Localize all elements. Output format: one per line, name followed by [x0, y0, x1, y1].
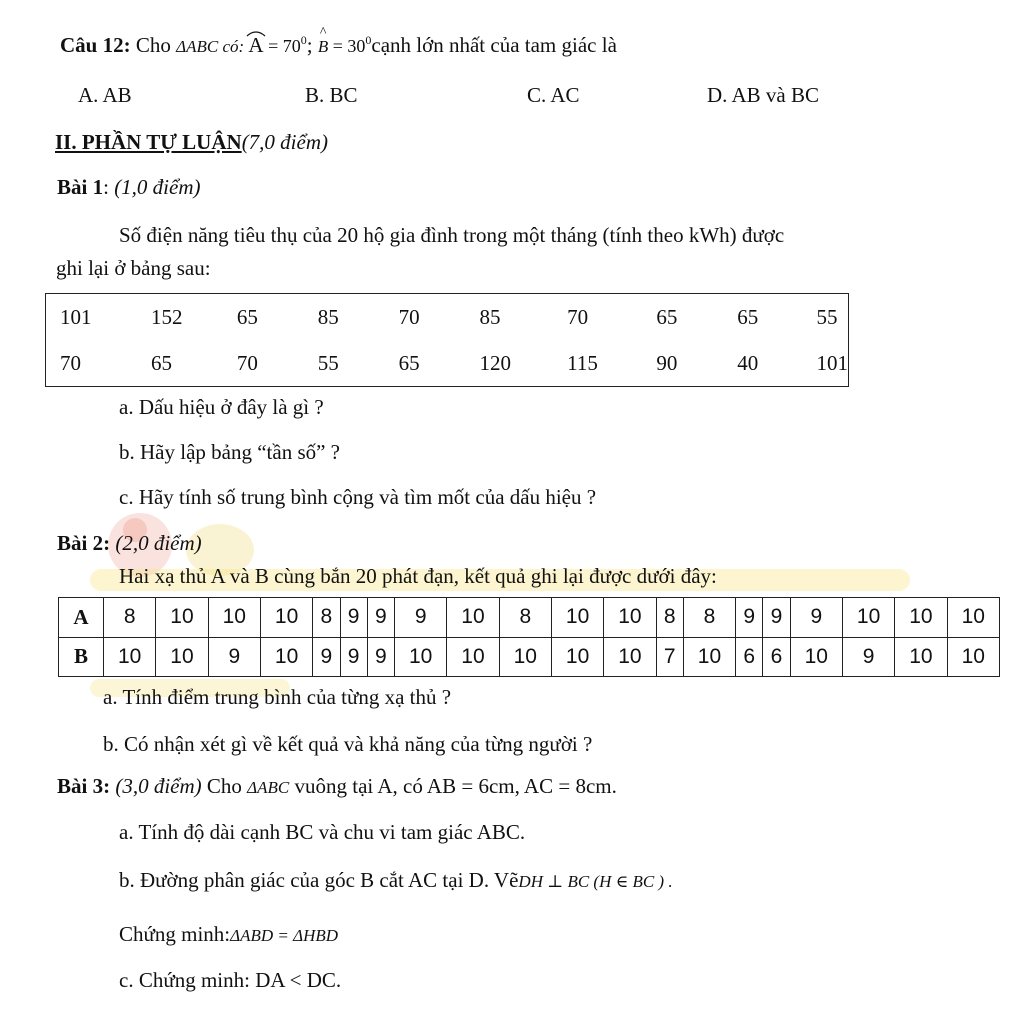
section-2-points: (7,0 điểm) — [241, 130, 328, 154]
question-12-co: có: — [218, 37, 249, 56]
bai-1-question-b: b. Hãy lập bảng “tần số” ? — [119, 440, 341, 464]
bai-2-heading — [57, 531, 202, 556]
bai-1-points: (1,0 điểm) — [114, 175, 201, 199]
question-12-label: Câu 12: — [60, 33, 131, 57]
table-cell: 10 — [842, 598, 894, 638]
degree-sign-b: 0 — [365, 33, 372, 47]
table-cell: 9 — [842, 637, 894, 677]
angle-b: ^ B — [317, 25, 329, 56]
table-row-b — [59, 637, 1000, 677]
bai-3-question-c: c. Chứng minh: DA < DC. — [119, 968, 342, 992]
question-12 — [60, 25, 617, 58]
table-cell: 65 — [656, 304, 678, 329]
table-cell: 65 — [398, 350, 420, 375]
table-cell: 9 — [367, 598, 394, 638]
table-cell: 7 — [656, 637, 683, 677]
table-cell: 10 — [895, 637, 947, 677]
bai-3-given: vuông tại A, có AB = 6cm, AC = 8cm. — [289, 774, 617, 798]
table-cell: 9 — [763, 598, 790, 638]
table-cell: 10 — [947, 598, 999, 638]
bai-3-question-b-text: b. Đường phân giác của góc B cắt AC tại D. Vẽ — [119, 868, 519, 892]
table-cell: 9 — [340, 637, 367, 677]
table-cell: 120 — [479, 350, 512, 375]
table-cell: 115 — [567, 350, 598, 375]
table-cell: 101 — [60, 304, 92, 329]
table-cell: 9 — [790, 598, 842, 638]
table-cell: 6 — [736, 637, 763, 677]
table-cell: 8 — [499, 598, 551, 638]
table-cell: 70 — [398, 304, 420, 329]
prove-label: Chứng minh: — [119, 922, 231, 946]
bai-3-text: Cho — [201, 774, 248, 798]
option-a: A. AB — [78, 83, 132, 107]
bai-1-heading — [57, 175, 201, 200]
table-cell: 10 — [447, 637, 499, 677]
table-cell: 10 — [947, 637, 999, 677]
table-cell: 6 — [763, 637, 790, 677]
bai-2-question-a: a. Tính điểm trung bình của từng xạ thủ ? — [103, 685, 452, 709]
triangle-congruence: ΔABD = ΔHBD — [230, 926, 339, 945]
table-cell: 10 — [156, 598, 208, 638]
table-cell: 55 — [317, 350, 339, 375]
degree-sign-a: 0 — [300, 33, 307, 47]
table-cell: 85 — [479, 304, 501, 329]
row-header-b: B — [59, 637, 104, 677]
section-2-title: II. PHẦN TỰ LUẬN — [55, 130, 242, 154]
table-cell: 9 — [736, 598, 763, 638]
bai-1-question-a: a. Dấu hiệu ở đây là gì ? — [119, 395, 324, 419]
table-cell: 9 — [395, 598, 447, 638]
table-cell: 8 — [104, 598, 156, 638]
table-cell: 10 — [790, 637, 842, 677]
bai-1-colon: : — [103, 175, 115, 199]
shooting-table — [58, 597, 1000, 677]
triangle-abc-2: ΔABC — [247, 778, 290, 797]
bai-3-question-b — [119, 868, 673, 893]
table-cell: 40 — [737, 350, 759, 375]
bai-3-label: Bài 3: — [57, 774, 111, 798]
table-cell: 10 — [395, 637, 447, 677]
table-cell: 70 — [567, 304, 589, 329]
bai-1-label: Bài 1 — [57, 175, 104, 199]
table-cell: 10 — [499, 637, 551, 677]
bai-2-label: Bài 2: — [57, 531, 111, 555]
question-12-tail: cạnh lớn nhất của tam giác là — [371, 33, 617, 57]
bai-1-intro-line2: ghi lại ở bảng sau: — [56, 256, 211, 280]
table-cell: 65 — [236, 304, 258, 329]
table-cell: 65 — [737, 304, 759, 329]
table-cell: 10 — [260, 598, 312, 638]
bai-3-prove — [119, 922, 338, 947]
table-cell: 10 — [260, 637, 312, 677]
table-cell: 9 — [340, 598, 367, 638]
table-cell: 10 — [447, 598, 499, 638]
angle-a-value: = 70 — [263, 36, 301, 56]
table-cell: 10 — [208, 598, 260, 638]
table-cell: 65 — [150, 350, 172, 375]
table-row-a — [59, 598, 1000, 638]
angle-a: A — [248, 33, 264, 57]
option-b: B. BC — [305, 83, 358, 107]
table-cell: 10 — [156, 637, 208, 677]
bai-1-question-c: c. Hãy tính số trung bình cộng và tìm mốt của dấu hiệu ? — [119, 485, 597, 509]
section-2-heading — [55, 130, 328, 155]
table-cell: 90 — [656, 350, 678, 375]
table-cell: 152 — [150, 304, 183, 329]
table-cell: 70 — [236, 350, 258, 375]
separator: ; — [306, 33, 318, 57]
table-cell: 10 — [604, 598, 656, 638]
perpendicular-statement: DH ⊥ BC (H ∈ BC ) . — [518, 872, 673, 891]
table-cell: 55 — [816, 304, 838, 329]
table-cell: 8 — [313, 598, 340, 638]
bai-2-intro: Hai xạ thủ A và B cùng bắn 20 phát đạn, kết quả ghi lại được dưới đây: — [119, 564, 717, 588]
table-row — [46, 340, 849, 387]
table-cell: 10 — [104, 637, 156, 677]
bai-3-question-a: a. Tính độ dài cạnh BC và chu vi tam giác ABC. — [119, 820, 526, 844]
table-cell: 10 — [895, 598, 947, 638]
table-cell: 10 — [683, 637, 735, 677]
table-cell: 70 — [60, 350, 81, 375]
option-c: C. AC — [527, 83, 580, 107]
question-12-text: Cho — [130, 33, 177, 57]
angle-b-value: = 30 — [328, 36, 366, 56]
bai-1-intro-line1: Số điện năng tiêu thụ của 20 hộ gia đình trong một tháng (tính theo kWh) được — [119, 223, 785, 247]
bai-3-points: (3,0 điểm) — [110, 774, 202, 798]
table-cell: 9 — [367, 637, 394, 677]
table-cell: 9 — [208, 637, 260, 677]
table-cell: 10 — [551, 598, 603, 638]
table-cell: 10 — [551, 637, 603, 677]
triangle-abc: ΔABC — [176, 37, 219, 56]
table-row — [46, 294, 849, 341]
option-d: D. AB và BC — [707, 83, 820, 107]
table-cell: 8 — [656, 598, 683, 638]
electricity-table — [45, 293, 849, 387]
table-cell: 9 — [313, 637, 340, 677]
table-cell: 85 — [317, 304, 339, 329]
table-cell: 101 — [816, 350, 848, 375]
bai-2-points: (2,0 điểm) — [110, 531, 202, 555]
table-cell: 10 — [604, 637, 656, 677]
bai-3-heading — [57, 774, 617, 799]
table-cell: 8 — [683, 598, 735, 638]
row-header-a: A — [59, 598, 104, 638]
bai-2-question-b: b. Có nhận xét gì về kết quả và khả năng của từng người ? — [103, 732, 593, 756]
